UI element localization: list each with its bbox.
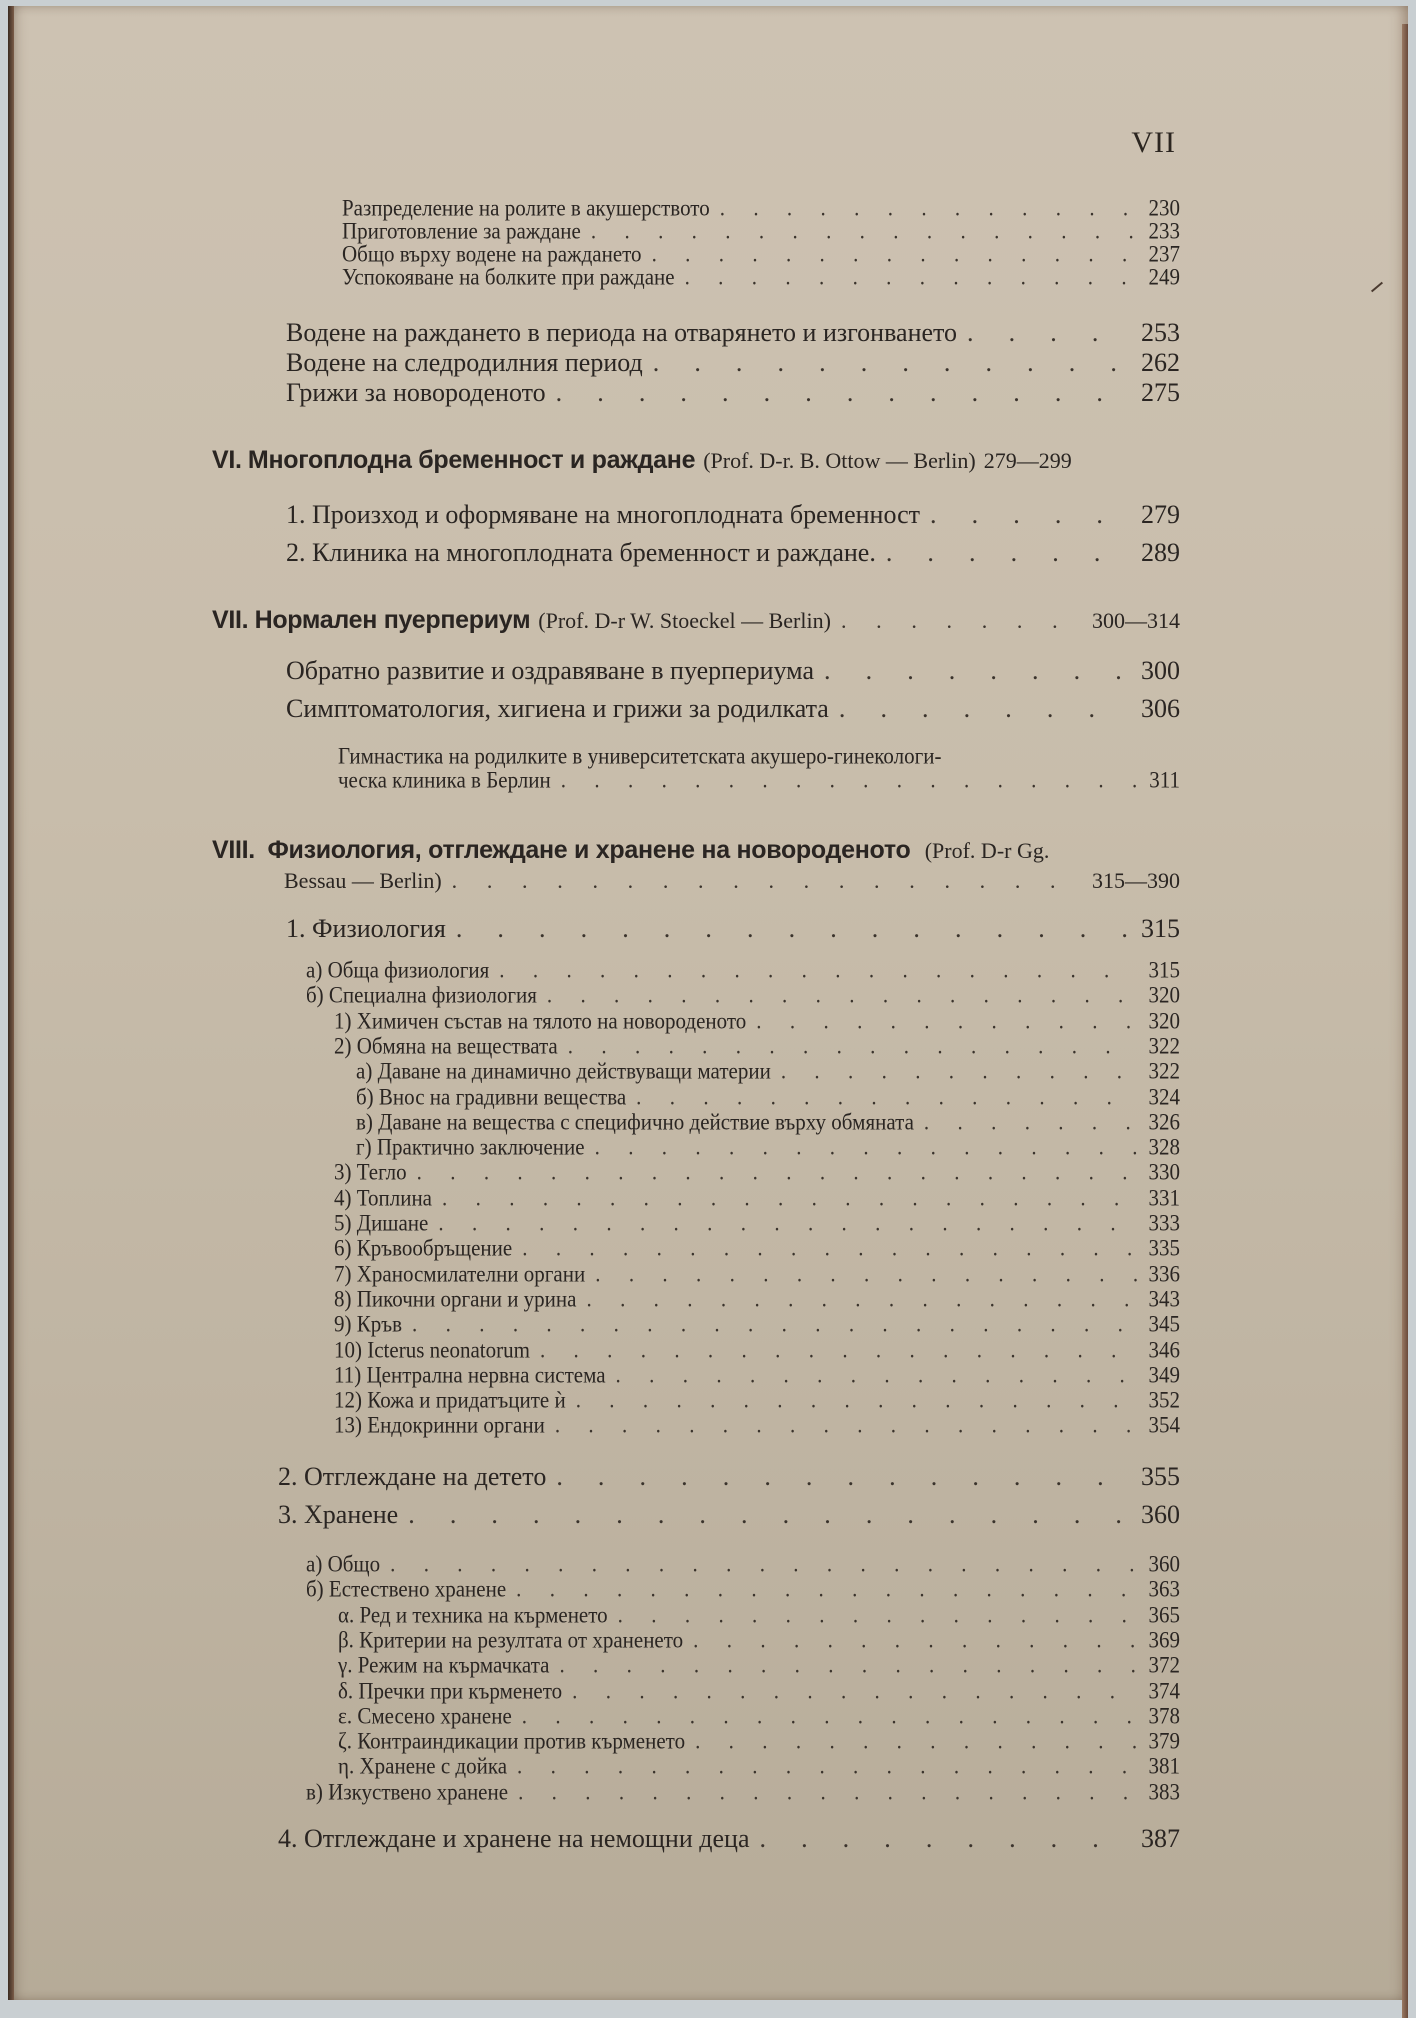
toc-entry-page: 378: [1148, 1702, 1180, 1729]
toc-entry-page: 387: [1141, 1824, 1180, 1853]
toc-entry-label: в) Даване на вещества с специфично действие върху обмяната: [356, 1108, 914, 1135]
toc-entry-page: 365: [1148, 1601, 1180, 1628]
chapter-heading-viii: [212, 836, 1049, 865]
toc-entry: [338, 1602, 1180, 1629]
toc-entry: [338, 767, 1180, 794]
toc-entry-label: 1. Произход и оформяване на многоплодната бременност: [286, 500, 921, 529]
toc-entry-page: 237: [1148, 241, 1180, 267]
chapter-author: (Prof. D-r. B. Ottow — Berlin): [703, 448, 976, 473]
leader-dots: [924, 1109, 1139, 1136]
toc-entry-label: 9) Кръв: [334, 1311, 403, 1338]
toc-entry: [286, 538, 1180, 568]
toc-entry-label: Водене на следродилния период: [286, 348, 643, 377]
toc-entry-label: 4) Топлина: [334, 1184, 433, 1211]
toc-entry: [278, 1462, 1180, 1492]
toc-entry: [356, 1084, 1180, 1111]
toc-entry-page: 289: [1141, 538, 1180, 567]
toc-entry: [306, 1779, 1180, 1806]
page-folio: VII: [1131, 126, 1176, 159]
toc-entry-page: 320: [1148, 1007, 1180, 1034]
toc-entry-page: 352: [1148, 1387, 1180, 1414]
toc-entry-page: 249: [1148, 264, 1180, 290]
toc-entry: [286, 378, 1180, 408]
toc-entry-label: 13) Ендокринни органи: [334, 1412, 545, 1439]
toc-entry-label: Общо върху водене на раждането: [342, 241, 642, 267]
toc-entry-label: а) Обща физиология: [306, 957, 490, 983]
toc-entry: [286, 318, 1180, 348]
chapter-author: (Prof. D-r Gg.: [924, 838, 1050, 863]
leader-dots: [693, 1627, 1138, 1654]
toc-entry-page: 381: [1148, 1753, 1180, 1780]
toc-entry-page: 333: [1148, 1210, 1180, 1236]
toc-entry-label: 1) Химичен състав на тялото на новороденото: [334, 1007, 747, 1034]
leader-dots: [653, 348, 1131, 378]
leader-dots: [695, 1728, 1138, 1755]
toc-entry-page: 336: [1148, 1260, 1180, 1287]
toc-entry-label: 3. Хранене: [278, 1500, 399, 1529]
toc-entry-page: 335: [1148, 1235, 1180, 1262]
toc-entry-label: а) Даване на динамично действуващи материи: [356, 1058, 771, 1085]
toc-entry-label: 12) Кожа и придатъците ѝ: [334, 1387, 566, 1414]
toc-entry-page: 328: [1148, 1134, 1180, 1161]
toc-entry: [306, 957, 1180, 984]
toc-entry: [338, 1753, 1180, 1780]
toc-entry: [334, 1159, 1180, 1186]
leader-dots: [839, 694, 1131, 724]
toc-entry: [334, 1362, 1180, 1389]
toc-entry: [356, 1109, 1180, 1136]
toc-entry: [334, 1008, 1180, 1035]
toc-entry-page: 345: [1148, 1311, 1180, 1338]
toc-entry-label: Водене на раждането в периода на отварянето и изгонването: [286, 318, 958, 347]
leader-dots: [516, 1576, 1138, 1603]
leader-dots: [452, 868, 1082, 894]
toc-entry-label: 10) Icterus neonatorum: [334, 1336, 530, 1363]
toc-entry-label: Разпределение на ролите в акушерството: [342, 195, 710, 221]
toc-entry-page: 315: [1148, 957, 1180, 983]
toc-entry-page: 322: [1148, 1032, 1180, 1059]
toc-entry: [306, 982, 1180, 1009]
toc-entry: [334, 1235, 1180, 1262]
leader-dots: [756, 1008, 1138, 1035]
toc-entry-page: 306: [1141, 694, 1180, 723]
leader-dots: [824, 656, 1131, 686]
leader-dots: [412, 1311, 1138, 1338]
toc-entry: [338, 1627, 1180, 1654]
leader-dots: [456, 914, 1131, 944]
pencil-mark: [1371, 282, 1383, 293]
toc-entry-page: 369: [1148, 1626, 1180, 1653]
toc-entry-label: 11) Централна нервна система: [334, 1361, 606, 1388]
toc-entry-label: 8) Пикочни органи и урина: [334, 1285, 577, 1312]
leader-dots: [561, 767, 1140, 794]
toc-entry-page: 374: [1148, 1677, 1180, 1704]
toc-entry-page: 363: [1148, 1576, 1180, 1603]
toc-entry: [338, 1728, 1180, 1755]
toc-entry-label: α. Ред и техника на кърменето: [338, 1601, 608, 1628]
leader-dots: [636, 1084, 1138, 1111]
toc-entry-label: 3) Тегло: [334, 1159, 407, 1186]
toc-entry: [334, 1337, 1180, 1364]
toc-entry-page: 330: [1148, 1159, 1180, 1186]
leader-dots: [559, 1652, 1138, 1679]
toc-entry-page: 346: [1148, 1336, 1180, 1363]
toc-entry: [338, 1703, 1180, 1730]
toc-entry-page: 311: [1149, 767, 1180, 793]
leader-dots: [517, 1753, 1138, 1780]
toc-entry: [286, 500, 1180, 530]
toc-entry-label: 4. Отглеждане и хранене на немощни деца: [278, 1824, 750, 1853]
toc-entry-line1: Гимнастика на родилките в университетската акушеро-гинекологи-: [338, 743, 942, 769]
toc-entry-page: 354: [1148, 1412, 1180, 1439]
toc-entry-label: δ. Пречки при кърменето: [338, 1677, 563, 1704]
toc-entry: [342, 264, 1180, 291]
toc-entry-label: б) Внос на градивни вещества: [356, 1083, 627, 1110]
toc-entry-label: а) Общо: [306, 1551, 381, 1577]
leader-dots: [841, 608, 1082, 634]
toc-entry-page: 360: [1148, 1551, 1180, 1577]
toc-entry-page: 320: [1148, 982, 1180, 1009]
toc-entry: [356, 1134, 1180, 1161]
toc-entry-page: 326: [1148, 1108, 1180, 1135]
toc-entry: [356, 1058, 1180, 1085]
leader-dots: [547, 982, 1139, 1009]
leader-dots: [618, 1602, 1139, 1629]
toc-entry-label: γ. Режим на кърмачката: [338, 1652, 550, 1679]
toc-entry: [338, 1678, 1180, 1705]
toc-entry-label: б) Специална физиология: [306, 982, 537, 1009]
leader-dots: [390, 1551, 1138, 1578]
toc-entry-label: ζ. Контраиндикации против кърменето: [338, 1728, 686, 1755]
leader-dots: [759, 1824, 1131, 1854]
leader-dots: [572, 1678, 1138, 1705]
leader-dots: [595, 1261, 1138, 1288]
toc-entry-page: 372: [1148, 1652, 1180, 1679]
leader-dots: [540, 1337, 1139, 1364]
toc-entry-page: 343: [1148, 1285, 1180, 1312]
toc-entry-page: 324: [1148, 1083, 1180, 1110]
toc-entry-label: β. Критерии на резултата от храненето: [338, 1626, 684, 1653]
chapter-heading-vi: [212, 446, 1180, 475]
leader-dots: [408, 1500, 1131, 1530]
book-page: [8, 6, 1408, 2000]
leader-dots: [781, 1058, 1139, 1085]
toc-entry-label: Обратно развитие и оздравяване в пуерпериума: [286, 656, 814, 685]
leader-dots: [522, 1235, 1138, 1262]
chapter-author: (Prof. D-r W. Stoeckel — Berlin): [538, 608, 831, 633]
chapter-number: VI.: [212, 446, 242, 474]
toc-entry: [278, 1824, 1180, 1854]
toc-entry: [334, 1261, 1180, 1288]
chapter-title: Нормален пуерпериум: [254, 606, 531, 634]
leader-dots: [616, 1362, 1139, 1389]
toc-entry-label: Приготовление за раждане: [342, 218, 581, 244]
toc-entry-page: 233: [1148, 218, 1180, 244]
toc-entry-page: 262: [1141, 348, 1180, 377]
toc-entry-page: 279: [1141, 500, 1180, 529]
toc-entry: [286, 914, 1180, 944]
toc-entry: [338, 1652, 1180, 1679]
toc-entry-label: Симптоматология, хигиена и грижи за родилката: [286, 694, 829, 723]
toc-entry: [286, 348, 1180, 378]
toc-entry: [334, 1033, 1180, 1060]
toc-entry-label: ε. Смесено хранене: [338, 1702, 512, 1729]
toc-entry: [334, 1286, 1180, 1313]
leader-dots: [499, 957, 1138, 984]
toc-entry-page: 322: [1148, 1058, 1180, 1085]
toc-entry-page: 355: [1141, 1462, 1180, 1491]
toc-entry: [334, 1412, 1180, 1439]
chapter-heading-vii: [212, 606, 1180, 635]
chapter-heading-viii-cont: [284, 868, 1180, 894]
toc-entry-label: 2) Обмяна на веществата: [334, 1032, 558, 1059]
leader-dots: [586, 1286, 1138, 1313]
leader-dots: [967, 318, 1131, 348]
toc-entry-page: 315: [1141, 914, 1180, 943]
toc-entry-page: 253: [1141, 318, 1180, 347]
toc-entry: [334, 1210, 1180, 1237]
toc-entry-label: г) Практично заключение: [356, 1134, 585, 1161]
leader-dots: [555, 1412, 1139, 1439]
toc-entry-label: Грижи за новороденото: [286, 378, 546, 407]
toc-entry-label: 1. Физиология: [286, 914, 446, 943]
toc-entry-page: 379: [1148, 1728, 1180, 1755]
leader-dots: [568, 1033, 1139, 1060]
toc-entry-label: 6) Кръвообръщение: [334, 1235, 513, 1262]
toc-entry-label: 7) Храносмилателни органи: [334, 1260, 586, 1287]
chapter-author-cont: Bessau — Berlin): [284, 868, 442, 893]
toc-entry-label: 2. Отглеждане на детето: [278, 1462, 547, 1491]
toc-entry-page: 331: [1148, 1184, 1180, 1211]
chapter-page-range: 300—314: [1092, 608, 1180, 633]
toc-entry: [334, 1387, 1180, 1414]
toc-entry-label: 5) Дишане: [334, 1210, 429, 1236]
toc-entry-page: 230: [1148, 195, 1180, 221]
leader-dots: [556, 1462, 1131, 1492]
toc-entry: [334, 1311, 1180, 1338]
toc-entry-page: 349: [1148, 1361, 1180, 1388]
toc-entry-label: Успокояване на болките при раждане: [342, 264, 675, 290]
toc-entry: [306, 1576, 1180, 1603]
leader-dots: [438, 1210, 1138, 1237]
leader-dots: [886, 538, 1131, 568]
toc-entry: [278, 1500, 1180, 1530]
chapter-page-range: 315—390: [1092, 868, 1180, 893]
chapter-number: VIII.: [212, 836, 255, 864]
toc-entry: [334, 1185, 1180, 1212]
leader-dots: [556, 378, 1131, 408]
toc-entry-page: 360: [1141, 1500, 1180, 1529]
toc-entry: [286, 656, 1180, 686]
chapter-title: Физиология, отглеждане и хранене на новороденото: [267, 836, 911, 864]
toc-entry-page: 275: [1141, 378, 1180, 407]
toc-entry-label: б) Естествено хранене: [306, 1576, 507, 1603]
leader-dots: [685, 264, 1139, 291]
leader-dots: [930, 500, 1131, 530]
leader-dots: [522, 1703, 1139, 1730]
leader-dots: [595, 1134, 1139, 1161]
toc-entry-label: в) Изкуствено хранене: [306, 1778, 509, 1805]
toc-entry: [286, 694, 1180, 724]
toc-entry-label: ческа клиника в Берлин: [338, 767, 551, 793]
toc-entry-page: 383: [1148, 1778, 1180, 1805]
toc-entry-label: η. Хранене с дойка: [338, 1753, 508, 1780]
chapter-number: VII.: [212, 606, 249, 634]
leader-dots: [518, 1779, 1138, 1806]
leader-dots: [417, 1159, 1139, 1186]
leader-dots: [442, 1185, 1138, 1212]
toc-entry-label: 2. Клиника на многоплодната бременност и раждане.: [286, 538, 876, 567]
leader-dots: [576, 1387, 1139, 1414]
chapter-page-range: 279—299: [983, 448, 1072, 473]
toc-entry: [306, 1551, 1180, 1578]
chapter-title: Многоплодна бременност и раждане: [247, 446, 696, 474]
toc-entry-page: 300: [1141, 656, 1180, 685]
